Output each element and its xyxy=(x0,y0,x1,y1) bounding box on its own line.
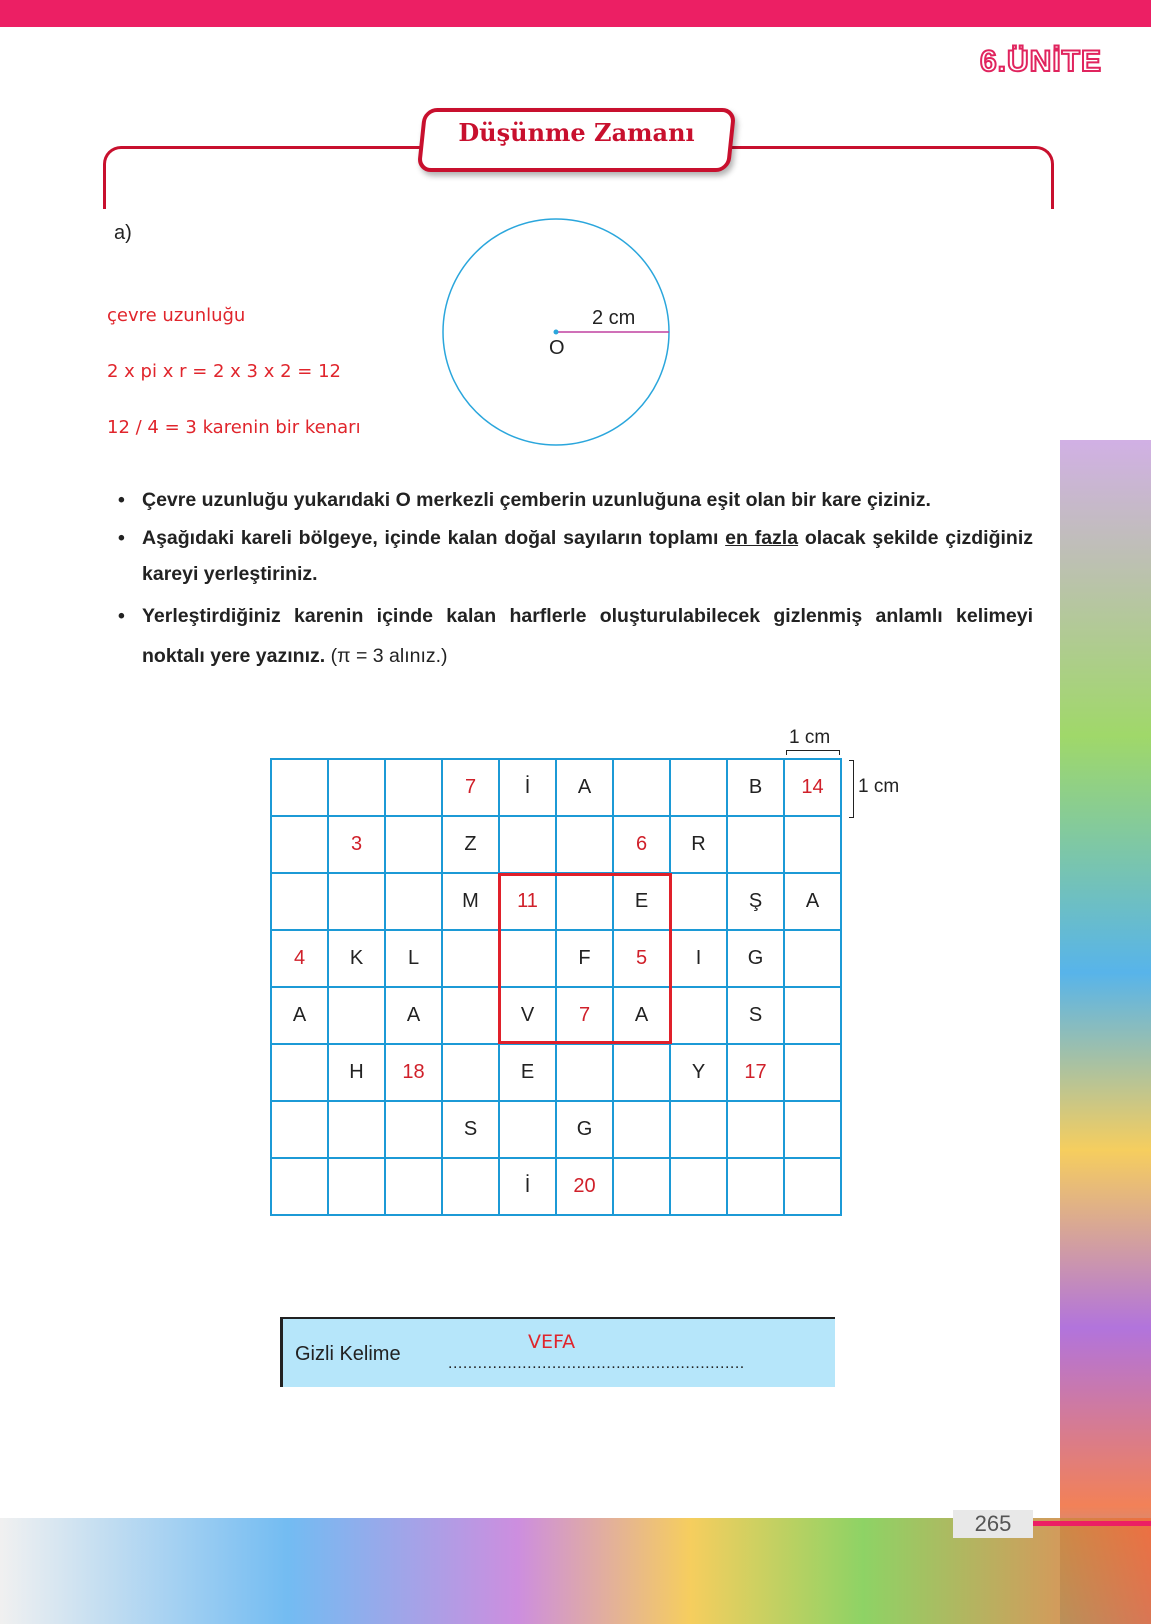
grid-cell xyxy=(385,1101,442,1158)
note-line-3: 12 / 4 = 3 karenin bir kenarı xyxy=(107,417,361,438)
scale-horizontal: 1 cm xyxy=(789,727,831,748)
circle-figure xyxy=(440,218,672,450)
grid-cell: İ xyxy=(499,759,556,816)
grid-cell xyxy=(385,873,442,930)
grid-cell: G xyxy=(727,930,784,987)
grid-cell: 7 xyxy=(556,987,613,1044)
grid-cell: A xyxy=(271,987,328,1044)
grid-row xyxy=(271,816,841,873)
grid-cell: 3 xyxy=(328,816,385,873)
grid-cell: 14 xyxy=(784,759,841,816)
grid-cell xyxy=(271,816,328,873)
grid-cell: S xyxy=(442,1101,499,1158)
decorative-numbers-right xyxy=(1060,440,1151,1624)
grid-cell: 18 xyxy=(385,1044,442,1101)
grid-cell: I xyxy=(670,930,727,987)
answer-label: Gizli Kelime xyxy=(295,1343,401,1365)
grid-cell xyxy=(670,1101,727,1158)
grid-cell xyxy=(727,1158,784,1215)
instruction-1: • Çevre uzunluğu yukarıdaki O merkezli çemberin uzunluğuna eşit olan bir kare çiziniz. xyxy=(118,489,931,511)
grid-cell xyxy=(613,1101,670,1158)
grid-cell: F xyxy=(556,930,613,987)
page-number: 265 xyxy=(953,1510,1033,1538)
scale-h-bracket xyxy=(786,750,840,755)
grid-cell xyxy=(442,987,499,1044)
grid-cell: 7 xyxy=(442,759,499,816)
part-label: a) xyxy=(114,222,132,244)
grid-row xyxy=(271,1158,841,1215)
answer-dotted-line: ............................................................ xyxy=(448,1355,745,1372)
grid-cell: 20 xyxy=(556,1158,613,1215)
scale-vertical: 1 cm xyxy=(858,776,900,797)
grid-cell: B xyxy=(727,759,784,816)
grid-cell xyxy=(328,759,385,816)
placed-square xyxy=(498,873,672,1044)
section-title: Düşünme Zamanı xyxy=(458,118,695,147)
grid-cell xyxy=(328,1101,385,1158)
grid-cell xyxy=(556,1044,613,1101)
grid-cell: 11 xyxy=(499,873,556,930)
grid-cell: H xyxy=(328,1044,385,1101)
grid-cell xyxy=(784,987,841,1044)
instruction-2: • Aşağıdaki kareli bölgeye, içinde kalan doğal sayıların toplamı en fazla olacak şekilde çizdiğiniz kareyi yerleştiriniz. xyxy=(118,527,1034,585)
grid-cell xyxy=(328,873,385,930)
grid-row xyxy=(271,759,841,816)
note-line-2: 2 x pi x r = 2 x 3 x 2 = 12 xyxy=(107,361,341,382)
grid-cell xyxy=(784,1158,841,1215)
grid-cell xyxy=(499,816,556,873)
grid-cell xyxy=(385,1158,442,1215)
grid-cell: A xyxy=(613,987,670,1044)
grid-cell xyxy=(271,873,328,930)
instruction-3: • Yerleştirdiğiniz karenin içinde kalan harflerle oluşturulabilecek gizlenmiş anlamlı kelimeyi noktalı yere yazınız. (π = 3 alınız.) xyxy=(118,605,1033,667)
grid-cell: V xyxy=(499,987,556,1044)
grid-cell: A xyxy=(556,759,613,816)
grid-cell: A xyxy=(385,987,442,1044)
grid-cell: 6 xyxy=(613,816,670,873)
grid-cell xyxy=(328,1158,385,1215)
grid-cell xyxy=(613,1158,670,1215)
grid-cell xyxy=(442,1044,499,1101)
grid-cell xyxy=(328,987,385,1044)
grid-cell: A xyxy=(784,873,841,930)
answer-box xyxy=(280,1317,835,1387)
grid-cell: İ xyxy=(499,1158,556,1215)
grid-cell: L xyxy=(385,930,442,987)
grid-cell: M xyxy=(442,873,499,930)
grid-cell xyxy=(271,1044,328,1101)
center-label: O xyxy=(549,337,565,359)
grid-cell xyxy=(727,816,784,873)
page-number-bar xyxy=(1033,1521,1151,1526)
grid-cell: E xyxy=(499,1044,556,1101)
grid-cell: Ş xyxy=(727,873,784,930)
grid-cell xyxy=(271,1158,328,1215)
grid-cell: Y xyxy=(670,1044,727,1101)
radius-label: 2 cm xyxy=(592,307,636,329)
top-bar xyxy=(0,0,1151,27)
grid-cell: 4 xyxy=(271,930,328,987)
grid-cell xyxy=(727,1101,784,1158)
grid-cell xyxy=(784,930,841,987)
grid-row xyxy=(271,1044,841,1101)
grid-cell: 17 xyxy=(727,1044,784,1101)
grid-cell xyxy=(385,816,442,873)
grid-cell xyxy=(556,816,613,873)
answer-value[interactable]: VEFA xyxy=(528,1331,576,1353)
center-point xyxy=(554,330,559,335)
grid-cell: S xyxy=(727,987,784,1044)
grid-cell xyxy=(613,1044,670,1101)
grid-cell xyxy=(670,1158,727,1215)
grid-cell xyxy=(271,1101,328,1158)
scale-v-bracket xyxy=(849,760,854,818)
grid-cell: K xyxy=(328,930,385,987)
grid-cell xyxy=(784,1101,841,1158)
grid-cell xyxy=(784,816,841,873)
grid-cell xyxy=(670,759,727,816)
grid-cell xyxy=(670,873,727,930)
grid-cell xyxy=(670,987,727,1044)
grid-cell: Z xyxy=(442,816,499,873)
grid-cell: R xyxy=(670,816,727,873)
grid-cell: 5 xyxy=(613,930,670,987)
grid-cell xyxy=(442,1158,499,1215)
grid-row xyxy=(271,1101,841,1158)
unit-label: 6.ÜNİTE xyxy=(980,45,1103,78)
grid-cell: E xyxy=(613,873,670,930)
grid-cell xyxy=(442,930,499,987)
grid-cell xyxy=(499,1101,556,1158)
grid-cell xyxy=(385,759,442,816)
grid-cell xyxy=(613,759,670,816)
note-line-1: çevre uzunluğu xyxy=(107,305,246,326)
grid-cell xyxy=(271,759,328,816)
grid-cell: G xyxy=(556,1101,613,1158)
grid-cell xyxy=(784,1044,841,1101)
